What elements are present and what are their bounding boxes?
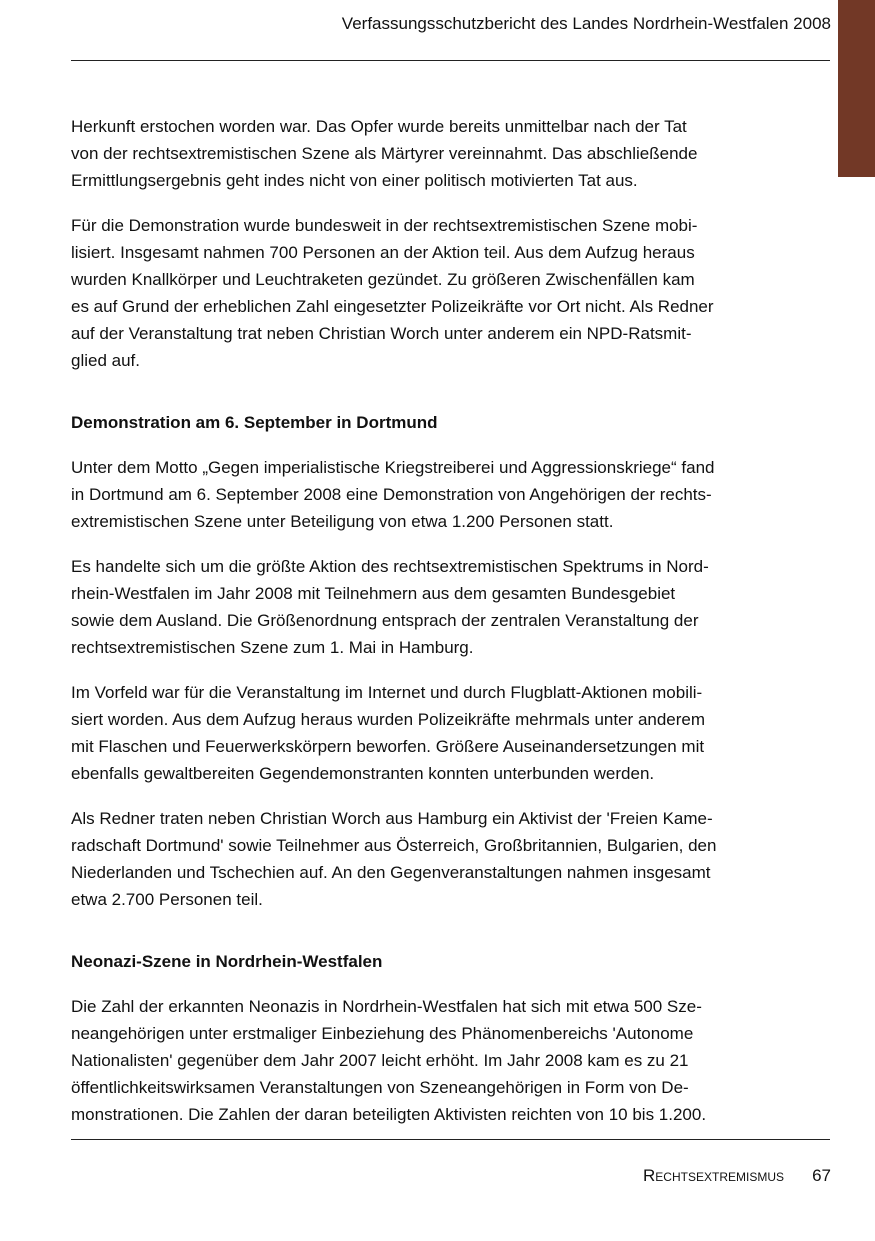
header-divider bbox=[71, 60, 830, 61]
footer-section-title: Rechtsextremismus bbox=[643, 1166, 784, 1185]
chapter-tab-marker bbox=[838, 0, 875, 177]
body-paragraph-6: Als Redner traten neben Christian Worch aus Hamburg ein Aktivist der 'Freien Kame- radschaft Dortmund' sowie Teilnehmer aus Österreich, Großbritannien, Bulgarien, den Niederlanden und Tschechien auf. An den Gegenveranstaltungen nahmen insgesamt etwa 2.700 Personen teil. bbox=[71, 809, 717, 909]
body-paragraph-2: Für die Demonstration wurde bundesweit in der rechtsextremistischen Szene mobi- lisiert. Insgesamt nahmen 700 Personen an der Aktion teil. Aus dem Aufzug heraus wurden Knallkörper und Leuchtraketen gezündet. Zu größeren Zwischenfällen kam es auf Grund der erheblichen Zahl eingesetzter Polizeikräfte vor Ort nicht. Als Redner auf der Veranstaltung trat neben Christian Worch unter anderem ein NPD-Ratsmit- glied auf. bbox=[71, 216, 714, 370]
body-paragraph-5: Im Vorfeld war für die Veranstaltung im Internet und durch Flugblatt-Aktionen mobili- siert worden. Aus dem Aufzug heraus wurden Polizeikräfte mehrmals unter anderem mit Flaschen und Feuerwerkskörpern beworfen. Größere Auseinandersetzungen mit ebenfalls gewaltbereiten Gegendemonstranten konnten unterbunden werden. bbox=[71, 683, 706, 783]
body-paragraph-7: Die Zahl der erkannten Neonazis in Nordrhein-Westfalen hat sich mit etwa 500 Sze- neangehörigen unter erstmaliger Einbeziehung des Phänomenbereichs 'Autonome Nationalisten' gegenüber dem Jahr 2007 leicht erhöht. Im Jahr 2008 kam es zu 21 öffentlichkeitswirksamen Veranstaltungen von Szeneangehörigen in Form von De- monstrationen. Die Zahlen der daran beteiligten Aktivisten reichten von 10 bis 1.200. bbox=[71, 997, 707, 1124]
body-paragraph-4: Es handelte sich um die größte Aktion des rechtsextremistischen Spektrums in Nord- rhein-Westfalen im Jahr 2008 mit Teilnehmern aus dem gesamten Bundesgebiet sowie dem Ausland. Die Größenordnung entsprach der zentralen Veranstaltung der rechtsextremistischen Szene zum 1. Mai in Hamburg. bbox=[71, 557, 709, 657]
section-heading-neonazi: Neonazi-Szene in Nordrhein-Westfalen bbox=[71, 952, 383, 971]
running-header-title: Verfassungsschutzbericht des Landes Nordrhein-Westfalen 2008 bbox=[341, 14, 831, 33]
section-heading-dortmund: Demonstration am 6. September in Dortmund bbox=[71, 413, 438, 432]
document-body bbox=[71, 113, 789, 1146]
footer-divider bbox=[71, 1139, 830, 1140]
body-paragraph-3: Unter dem Motto „Gegen imperialistische Kriegstreiberei und Aggressionskriege“ fand in Dortmund am 6. September 2008 eine Demonstration von Angehörigen der rechts- extremistischen Szene unter Beteiligung von etwa 1.200 Personen statt. bbox=[71, 458, 715, 531]
body-paragraph-1: Herkunft erstochen worden war. Das Opfer wurde bereits unmittelbar nach der Tat von der rechtsextremistischen Szene als Märtyrer vereinnahmt. Das abschließende Ermittlungsergebnis geht indes nicht von einer politisch motivierten Tat aus. bbox=[71, 117, 698, 190]
page-number: 67 bbox=[812, 1166, 831, 1185]
